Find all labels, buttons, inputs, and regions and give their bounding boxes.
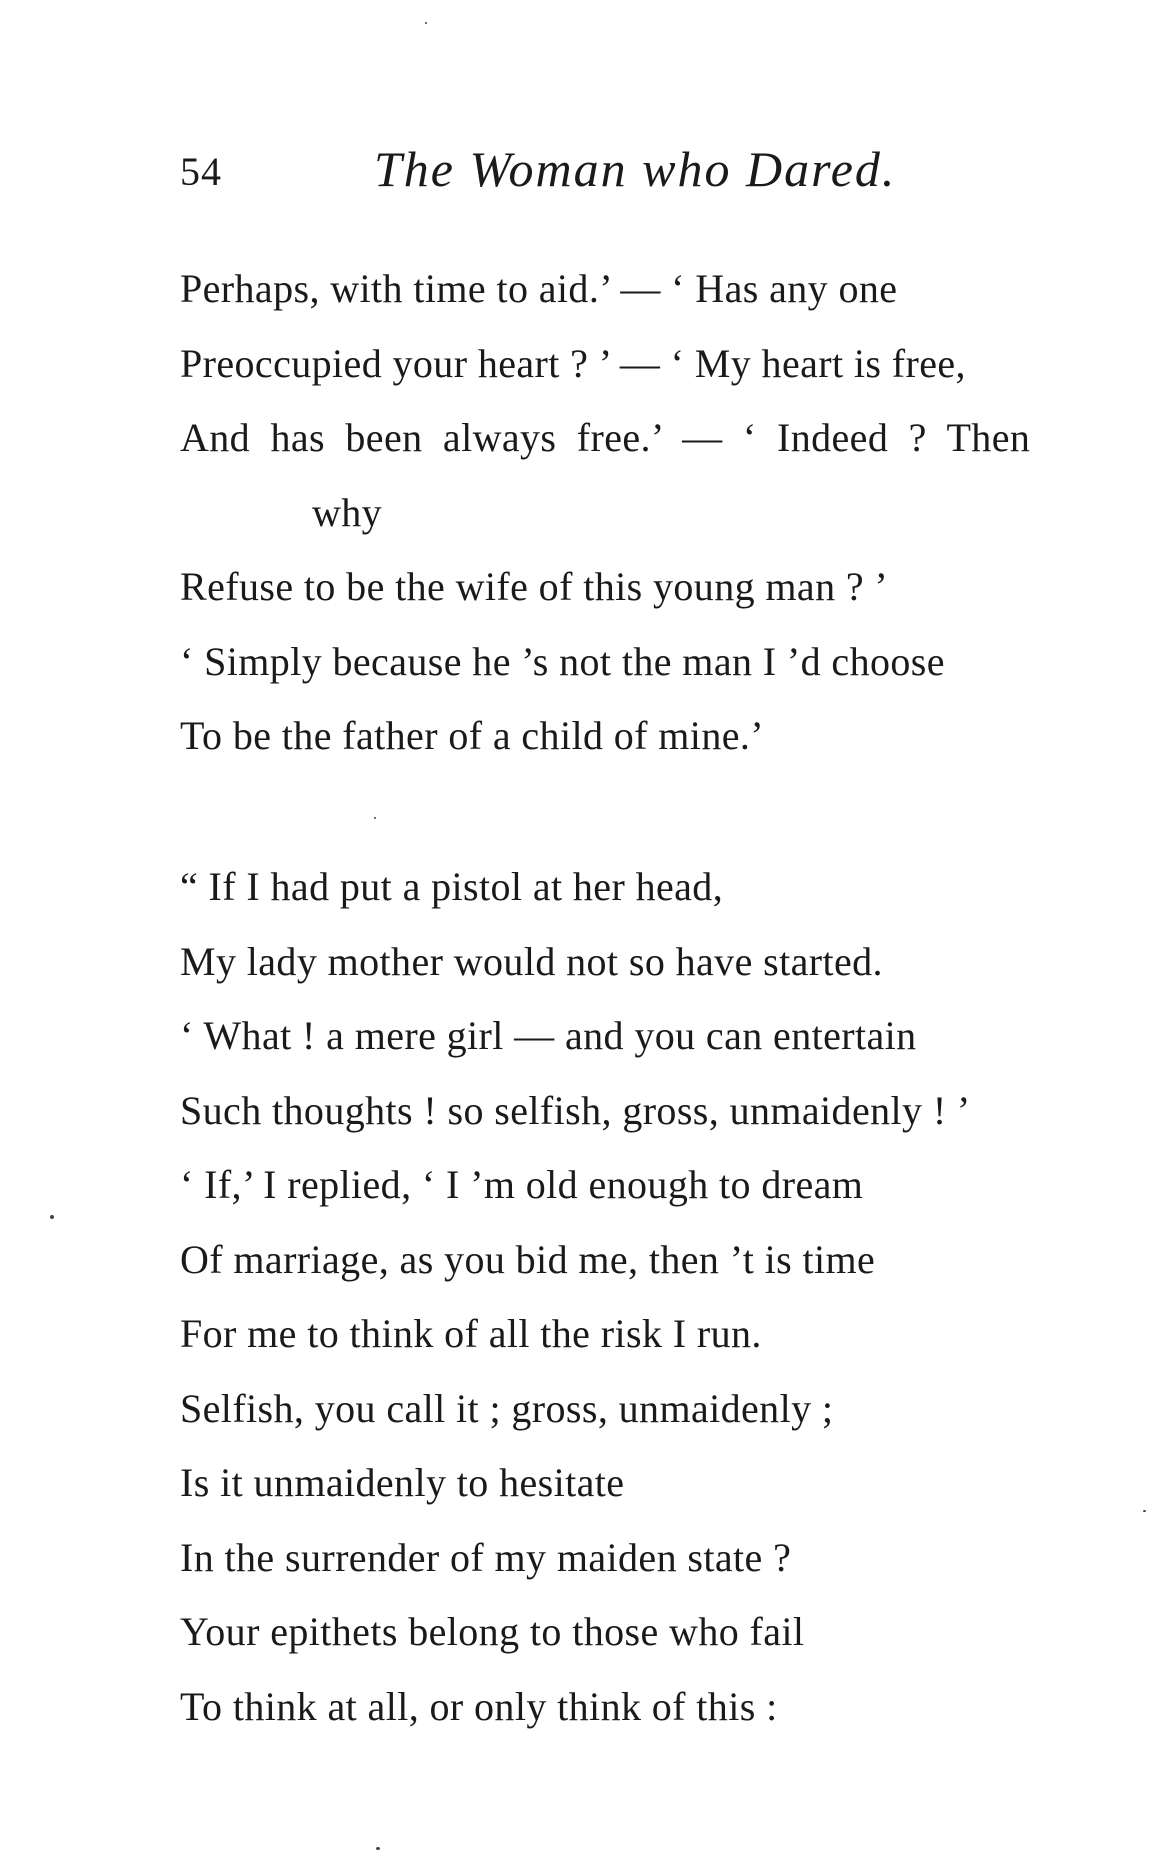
- print-speck: [425, 22, 427, 24]
- verse-line: To be the father of a child of mine.’: [180, 713, 764, 758]
- verse-line: Preoccupied your heart ? ’ — ‘ My heart is free,: [180, 340, 966, 386]
- verse-line-continuation: why: [312, 489, 383, 535]
- print-speck: [1143, 1510, 1146, 1512]
- verse-line: Perhaps, with time to aid.’ — ‘ Has any one: [180, 266, 898, 311]
- stanza: [180, 252, 1120, 774]
- verse-line: Refuse to be the wife of this young man ? ’: [180, 564, 889, 609]
- page-number: 54: [180, 149, 222, 194]
- verse-line: “ If I had put a pistol at her head,: [180, 864, 724, 909]
- running-title: The Woman who Dared.: [374, 141, 897, 197]
- verse-line: To think at all, or only think of this :: [180, 1683, 778, 1729]
- running-header: [180, 140, 940, 200]
- verse-line: In the surrender of my maiden state ?: [180, 1534, 792, 1580]
- verse-line: Your epithets belong to those who fail: [180, 1609, 805, 1654]
- verse-line: Is it unmaidenly to hesitate: [180, 1460, 625, 1505]
- stanza: [180, 850, 1120, 1744]
- print-speck: [374, 817, 376, 819]
- verse-line: ‘ What ! a mere girl — and you can entertain: [180, 1013, 917, 1058]
- verse-line: Selfish, you call it ; gross, unmaidenly ;: [180, 1385, 834, 1431]
- verse-line: My lady mother would not so have started.: [180, 938, 883, 984]
- print-speck: [50, 1215, 54, 1219]
- verse-line: Of marriage, as you bid me, then ’t is time: [180, 1236, 876, 1282]
- verse-line: Such thoughts ! so selfish, gross, unmaidenly ! ’: [180, 1087, 971, 1133]
- verse-line: ‘ If,’ I replied, ‘ I ’m old enough to dream: [180, 1162, 864, 1207]
- verse-line: And has been always free.’ — ‘ Indeed ? Then: [180, 415, 1031, 460]
- print-speck: [376, 1847, 380, 1850]
- verse-line: For me to think of all the risk I run.: [180, 1311, 762, 1356]
- verse-line: ‘ Simply because he ’s not the man I ’d choose: [180, 638, 945, 684]
